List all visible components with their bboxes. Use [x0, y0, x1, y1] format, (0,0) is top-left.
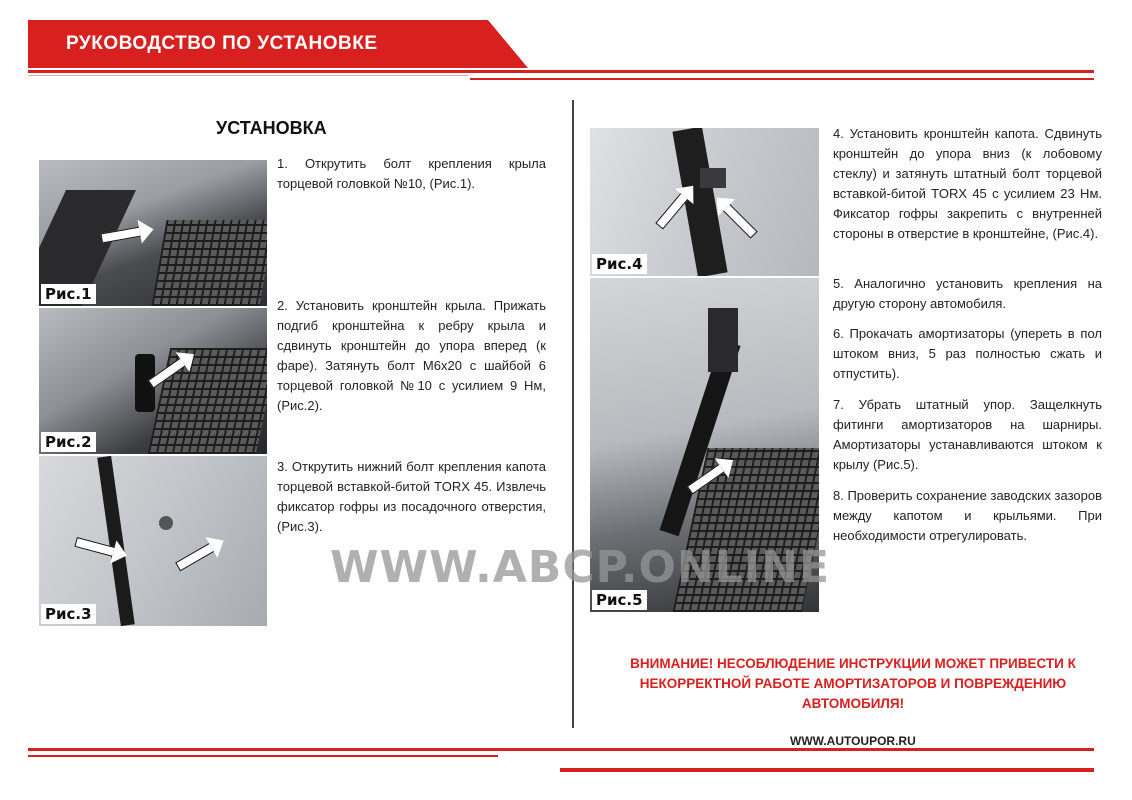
header-rule-secondary [470, 78, 1094, 80]
figure-1-caption: Рис.1 [41, 284, 96, 304]
figure-2-photo [39, 308, 267, 454]
arrow-icon [722, 203, 757, 238]
figure-2-caption: Рис.2 [41, 432, 96, 452]
footer-rule-secondary [28, 755, 498, 757]
warning-text: ВНИМАНИЕ! НЕСОБЛЮДЕНИЕ ИНСТРУКЦИИ МОЖЕТ ПРИВЕСТИ К НЕКОРРЕКТНОЙ РАБОТЕ АМОРТИЗАТОРОВ И ПОВРЕЖДЕНИЮ АВТОМОБИЛЯ! [630, 656, 1076, 711]
figure-4-caption: Рис.4 [592, 254, 647, 274]
step-3-text: 3. Открутить нижний болт крепления капота торцевой вставкой-битой TORX 45. Извлечь фиксатор гофры из посадочного отверстия, (Рис.3). [277, 459, 546, 534]
header-rule-thin [28, 75, 468, 76]
figure-5-caption: Рис.5 [592, 590, 647, 610]
footer-url: WWW.AUTOUPOR.RU [790, 734, 916, 748]
figure-4-photo [590, 128, 819, 276]
step-1-text: 1. Открутить болт крепления крыла торцевой головкой №10, (Рис.1). [277, 156, 546, 191]
step-6-text: 6. Прокачать амортизаторы (упереть в пол штоком вниз, 5 раз полностью сжать и отпустить). [833, 326, 1102, 381]
header-title: РУКОВОДСТВО ПО УСТАНОВКЕ [66, 33, 378, 54]
watermark: WWW.ABCP.ONLINE [330, 542, 831, 593]
figure-1-photo [39, 160, 267, 306]
footer-stripe [560, 768, 1094, 772]
arrow-icon [655, 192, 688, 229]
figure-3-photo [39, 456, 267, 626]
step-4-text: 4. Установить кронштейн капота. Сдвинуть кронштейн до упора вниз (к лобовому стеклу) и затянуть штатный болт торцевой вставкой-битой TORX 45 с усилием 23 Нм. Фиксатор гофры закрепить с внутренней стороны в отверстие в кронштейне, (Рис.4). [833, 126, 1102, 241]
section-title: УСТАНОВКА [216, 118, 327, 138]
step-5-text: 5. Аналогично установить крепления на другую сторону автомобиля. [833, 276, 1102, 311]
figure-3-caption: Рис.3 [41, 604, 96, 624]
footer-rule [28, 748, 1094, 751]
step-8-text: 8. Проверить сохранение заводских зазоров между капотом и крыльями. При необходимости отрегулировать. [833, 488, 1102, 543]
column-divider [572, 100, 574, 728]
step-7-text: 7. Убрать штатный упор. Защелкнуть фитинги амортизаторов на шарниры. Амортизаторы устанавливаются штоком к крылу (Рис.5). [833, 397, 1102, 472]
step-2-text: 2. Установить кронштейн крыла. Прижать подгиб кронштейна к ребру крыла и сдвинуть кронштейн до упора вперед (к фаре). Затянуть болт М6х20 с шайбой 6 торцевой головкой №10 с усилием 9 Нм, (Рис.2). [277, 298, 546, 413]
arrow-icon [175, 543, 215, 572]
header-rule [28, 70, 1094, 73]
